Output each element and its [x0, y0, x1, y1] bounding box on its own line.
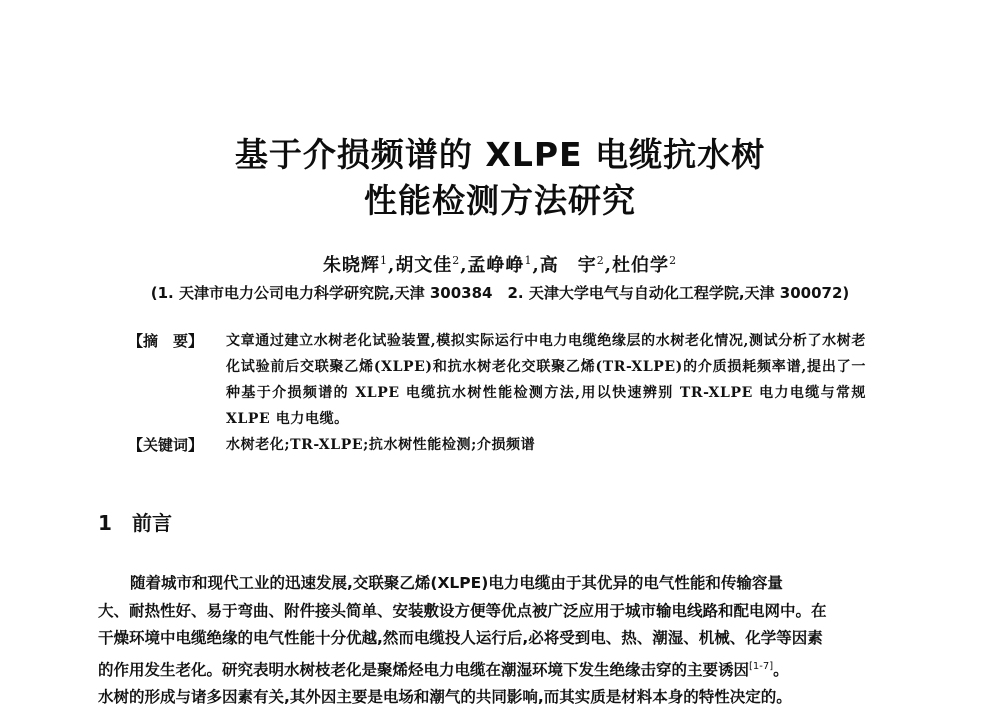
author-name: 杜伯学 [612, 255, 670, 276]
keywords [128, 432, 888, 458]
body-line: 大、耐热性好、易于弯曲、附件接头简单、安装敷设方便等优点被广泛应用于城市输电线路和配电网中。在 [98, 601, 827, 620]
body-line [98, 653, 902, 685]
author-affil-marker: 1 [524, 254, 533, 267]
author-name: 孟峥峥 [467, 255, 525, 276]
abstract [128, 328, 888, 432]
section-heading [98, 509, 172, 537]
author-separator: , [460, 255, 468, 276]
citation-marker: [1-7] [749, 660, 774, 672]
paper-title [0, 132, 1000, 224]
abstract-text: 文章通过建立水树老化试验装置,模拟实际运行中电力电缆绝缘层的水树老化情况,测试分析了水树老化试验前后交联聚乙烯(XLPE)和抗水树老化交联聚乙烯(TR-XLPE)的介质损耗频率谱,提出了一种基于介损频谱的 XLPE 电缆抗水树性能检测方法,用以快速辨别 TR-XLPE 电力电缆与常规 XLPE 电力电缆。 [226, 333, 866, 427]
author-separator: , [604, 255, 613, 276]
author-list [0, 249, 1000, 278]
author-separator: , [532, 255, 540, 276]
body-line-end: 。 [773, 660, 789, 679]
body-line-text: 的作用发生老化。研究表明水树枝老化是聚烯烃电力电缆在潮湿环境下发生绝缘击穿的主要诱因 [98, 660, 750, 679]
author-name: 高 宇 [539, 255, 597, 276]
section-title: 前言 [132, 511, 172, 535]
body-line: 干燥环境中电缆绝缘的电气性能十分优越,然而电缆投人运行后,必将受到电、热、潮湿、机械、化学等因素 [98, 629, 823, 647]
title-line-1: 基于介损频谱的 XLPE 电缆抗水树 [234, 135, 766, 174]
keywords-text: 水树老化;TR-XLPE;抗水树性能检测;介损频谱 [226, 437, 536, 453]
author-separator: , [387, 255, 396, 276]
author-affil-marker: 2 [452, 254, 461, 267]
affiliations: (1. 天津市电力公司电力科学研究院,天津 300384 2. 天津大学电气与自动化工程学院,天津 300072) [150, 284, 850, 302]
author-name: 朱晓辉 [322, 255, 380, 276]
body-line: 随着城市和现代工业的迅速发展,交联聚乙烯(XLPE)电力电缆由于其优异的电气性能和传输容量 [130, 574, 783, 592]
body-paragraph [98, 570, 902, 712]
section-number: 1 [98, 511, 112, 535]
author-affil-marker: 1 [379, 254, 388, 267]
author-affil-marker: 2 [669, 254, 678, 267]
abstract-label: 【摘 要】 [128, 332, 204, 350]
body-line: 水树的形成与诸多因素有关,其外因主要是电场和潮气的共同影响,而其实质是材料本身的特性决定的。 [98, 688, 792, 707]
title-line-2: 性能检测方法研究 [364, 181, 636, 220]
author-name: 胡文佳 [395, 255, 453, 276]
author-affil-marker: 2 [596, 254, 605, 267]
keywords-label: 【关键词】 [128, 436, 204, 454]
